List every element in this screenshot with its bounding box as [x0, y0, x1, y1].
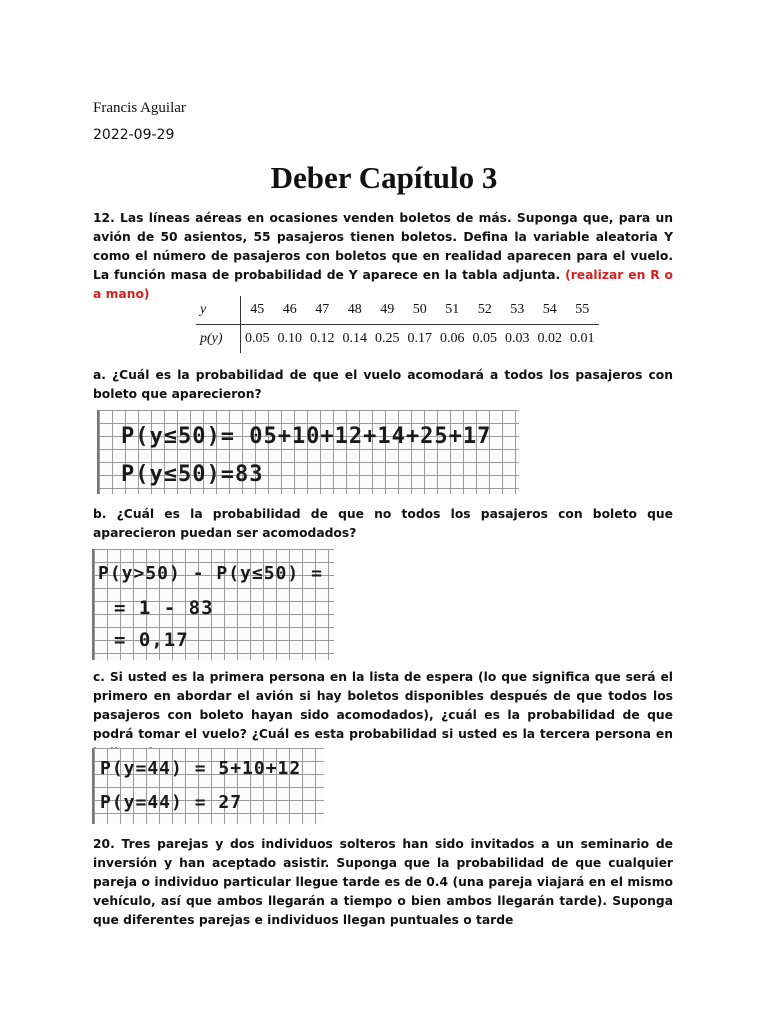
- handwritten-answer-a: [97, 410, 519, 494]
- table-cell: 54: [534, 296, 567, 325]
- hw-line: = 1 - 83: [114, 597, 214, 619]
- hw-line: P(y=44) = 27: [100, 792, 243, 813]
- hw-line: P(y≤50)=83: [121, 462, 264, 487]
- table-cell: 0.03: [505, 331, 530, 346]
- question-20-text: 20. Tres parejas y dos individuos solteros han sido invitados a un seminario de inversión y han aceptado asistir. Suponga que la probabilidad de que cualquier pareja o individuo particular llegue tarde es de 0.4 (una pareja viajará en el mismo vehículo, así que ambos llegarán a tiempo o bien ambos llegarán tarde). Suponga que diferentes parejas e individuos llegan puntuales o tarde: [93, 837, 673, 927]
- question-a-text: a. ¿Cuál es la probabilidad de que el vuelo acomodará a todos los pasajeros con boleto que aparecieron?: [93, 368, 673, 401]
- table-cell: 0.17: [407, 331, 432, 346]
- table-cell: 51: [436, 296, 469, 325]
- table-cell: 0.12: [310, 331, 335, 346]
- handwritten-answer-c: [92, 748, 324, 824]
- table-cell: 47: [306, 296, 339, 325]
- table-cell: 0.05: [245, 331, 270, 346]
- table-cell: 0.14: [342, 331, 367, 346]
- table-cell: 46: [274, 296, 307, 325]
- table-cell: 50: [404, 296, 437, 325]
- document-date: 2022-09-29: [93, 127, 175, 143]
- table-cell: 45: [241, 296, 274, 325]
- table-cell: 0.05: [472, 331, 497, 346]
- hw-line: P(y=44) = 5+10+12: [100, 758, 302, 779]
- table-row-y: [196, 296, 599, 325]
- table-cell: 55: [566, 296, 599, 325]
- table-cell: 0.10: [277, 331, 302, 346]
- table-cell: 52: [469, 296, 502, 325]
- table-cell: 53: [501, 296, 534, 325]
- page-title: Deber Capítulo 3: [270, 160, 498, 195]
- hw-line: = 0,17: [114, 629, 189, 651]
- table-cell: 0.25: [375, 331, 400, 346]
- question-12-text: 12. Las líneas aéreas en ocasiones venden boletos de más. Suponga que, para un avión de 50 asientos, 55 pasajeros tienen boletos. Defina la variable aleatoria Y como el número de pasajeros con boletos que en realidad aparecen para el vuelo. La función masa de probabilidad de Y aparece en la tabla adjunta.: [93, 211, 673, 282]
- question-b-text: b. ¿Cuál es la probabilidad de que no todos los pasajeros con boleto que aparecieron puedan ser acomodados?: [93, 507, 673, 540]
- question-c-text: c. Si usted es la primera persona en la lista de espera (lo que significa que será el primero en abordar el avión si hay boletos disponibles después de que todos los pasajeros con boleto hayan sido acomodados), ¿cuál es la probabilidad de que podrá tomar el vuelo? ¿Cuál es esta probabilidad si usted es la tercera persona en: [93, 670, 673, 741]
- question-12: [93, 209, 673, 304]
- p-label: p(y): [196, 325, 241, 354]
- author-name: Francis Aguilar: [93, 100, 186, 116]
- table-cell: 0.02: [537, 331, 562, 346]
- y-label: y: [196, 296, 241, 325]
- table-row-p: [196, 325, 599, 354]
- table-cell: 0.06: [440, 331, 465, 346]
- table-cell: 48: [339, 296, 372, 325]
- handwritten-answer-b: [92, 549, 334, 660]
- table-cell: 0.01: [570, 331, 595, 346]
- table-cell: 49: [371, 296, 404, 325]
- question-12-note: (realizar en R o a mano): [93, 268, 673, 301]
- hw-line: P(y>50) - P(y≤50) =: [98, 563, 323, 584]
- hw-line: P(y≤50)= 05+10+12+14+25+17: [121, 424, 492, 449]
- probability-table: [196, 296, 599, 353]
